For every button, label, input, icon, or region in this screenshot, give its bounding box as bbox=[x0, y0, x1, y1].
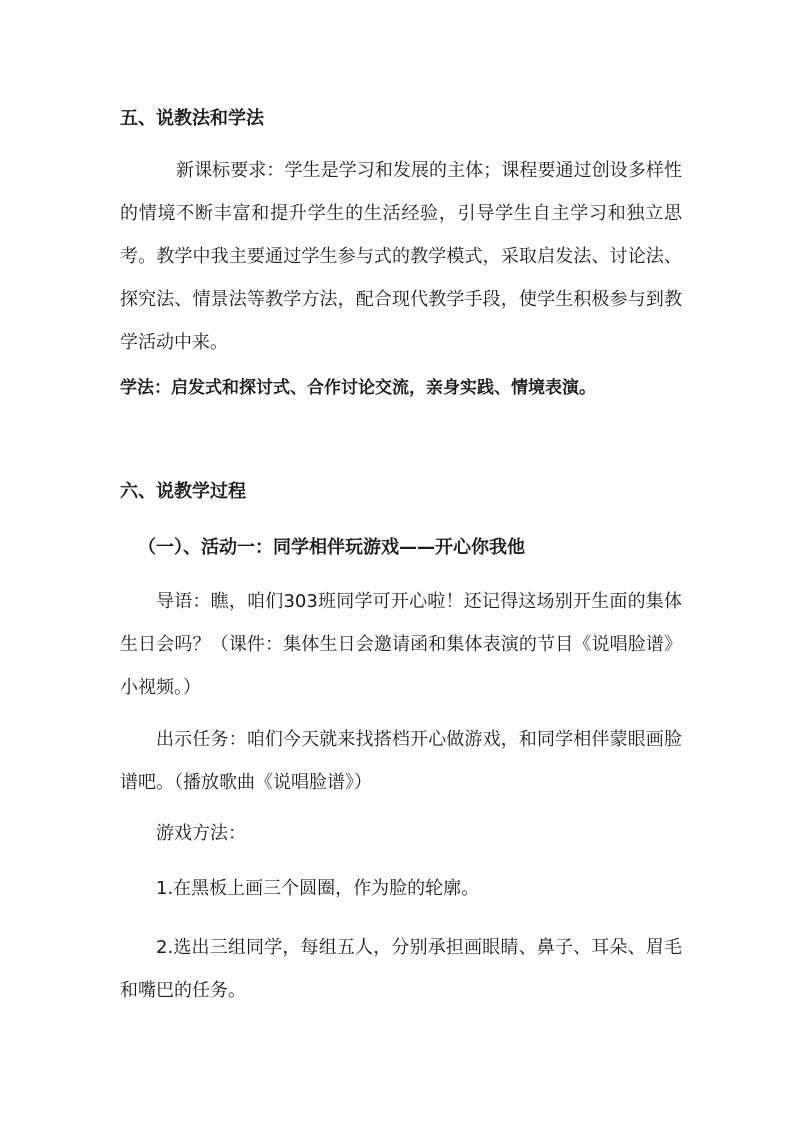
section5-paragraph: 新课标要求：学生是学习和发展的主体；课程要通过创设多样性的情境不断丰富和提升学生的生活经验，引导学生自主学习和独立思考。教学中我主要通过学生参与式的教学模式，采取启发法、讨论法、探究法、情景法等教学方法，配合现代教学手段，使学生积极参与到教学活动中来。 bbox=[120, 160, 682, 353]
game-step-2: 2.选出三组同学，每组五人，分别承担画眼睛、鼻子、耳朵、眉毛和嘴巴的任务。 bbox=[120, 937, 682, 1001]
study-method-line: 学法：启发式和探讨式、合作讨论交流，亲身实践、情境表演。 bbox=[120, 378, 596, 398]
game-method-label: 游戏方法： bbox=[156, 823, 246, 844]
section5-heading: 五、说教法和学法 bbox=[120, 108, 264, 129]
game-step-1: 1.在黑板上画三个圆圈，作为脸的轮廓。 bbox=[156, 878, 480, 899]
section6-heading: 六、说教学过程 bbox=[120, 481, 246, 502]
activity1-heading: （一）、活动一：同学相伴玩游戏——开心你我他 bbox=[138, 537, 525, 558]
task-paragraph: 出示任务：咱们今天就来找搭档开心做游戏，和同学相伴蒙眼画脸谱吧。（播放歌曲《说唱脸谱》） bbox=[120, 729, 682, 793]
intro-paragraph: 导语：瞧，咱们303班同学可开心啦！还记得这场别开生面的集体生日会吗？（课件：集体生日会邀请函和集体表演的节目《说唱脸谱》小视频。） bbox=[120, 591, 682, 698]
